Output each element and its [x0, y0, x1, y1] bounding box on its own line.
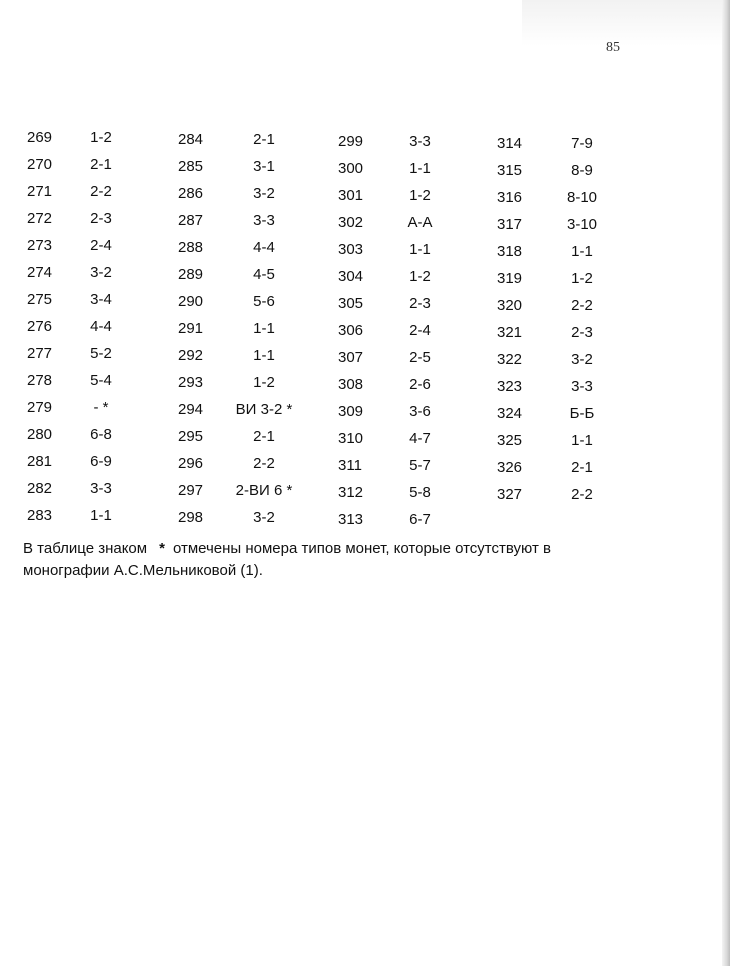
footnote: [23, 538, 623, 582]
table-row: [27, 344, 187, 371]
type-value: 4-5: [253, 266, 275, 283]
type-value: 2-3: [571, 324, 593, 341]
type-number: 273: [27, 237, 53, 254]
type-number: 287: [178, 212, 204, 229]
type-number: 320: [497, 297, 523, 314]
type-value: 1-1: [409, 160, 431, 177]
table-row: [178, 292, 338, 319]
table-row: [497, 215, 657, 242]
type-number: 292: [178, 347, 204, 364]
table-row: [497, 188, 657, 215]
type-value: 3-3: [571, 378, 593, 395]
table-row: [178, 373, 338, 400]
table-row: [497, 269, 657, 296]
type-number: 310: [338, 430, 364, 447]
table-row: [497, 377, 657, 404]
table-row: [497, 323, 657, 350]
table-row: [178, 454, 338, 481]
type-value: 3-2: [253, 185, 275, 202]
table-row: [178, 481, 338, 508]
table-row: [178, 130, 338, 157]
type-number: 299: [338, 133, 364, 150]
type-number: 271: [27, 183, 53, 200]
table-row: [27, 128, 187, 155]
type-value: 2-4: [409, 322, 431, 339]
type-value: 3-2: [253, 509, 275, 526]
table-row: [178, 319, 338, 346]
type-value: 2-3: [90, 210, 112, 227]
type-value: 3-6: [409, 403, 431, 420]
type-number: 321: [497, 324, 523, 341]
type-number: 305: [338, 295, 364, 312]
type-value: 1-1: [90, 507, 112, 524]
type-number: 303: [338, 241, 364, 258]
table-row: [178, 427, 338, 454]
table-row: [497, 458, 657, 485]
type-value: 3-3: [409, 133, 431, 150]
type-number: 288: [178, 239, 204, 256]
type-number: 296: [178, 455, 204, 472]
type-value: 1-2: [409, 268, 431, 285]
table-row: [178, 508, 338, 535]
type-value: 1-1: [571, 243, 593, 260]
type-number: 323: [497, 378, 523, 395]
type-value: 2-3: [409, 295, 431, 312]
table-row: [497, 404, 657, 431]
type-value: 1-1: [571, 432, 593, 449]
type-number: 278: [27, 372, 53, 389]
table-row: [27, 209, 187, 236]
type-number: 286: [178, 185, 204, 202]
type-number: 311: [338, 457, 362, 474]
table-row: [27, 371, 187, 398]
type-value: 2-ВИ 6 *: [235, 482, 293, 499]
type-number: 297: [178, 482, 204, 499]
type-value: 7-9: [571, 135, 593, 152]
type-number: 275: [27, 291, 53, 308]
type-value: 2-1: [253, 131, 275, 148]
type-value: 1-1: [253, 347, 275, 364]
type-value: 1-2: [253, 374, 275, 391]
table-column: [27, 128, 187, 533]
table-row: [178, 184, 338, 211]
table-row: [338, 132, 498, 159]
table-row: [178, 346, 338, 373]
table-row: [27, 479, 187, 506]
type-number: 280: [27, 426, 53, 443]
scan-shadow-top: [522, 0, 722, 46]
table-row: [27, 506, 187, 533]
type-number: 315: [497, 162, 523, 179]
type-number: 322: [497, 351, 523, 368]
type-number: 283: [27, 507, 53, 524]
type-number: 274: [27, 264, 53, 281]
table-row: [497, 296, 657, 323]
table-row: [338, 510, 498, 537]
table-row: [178, 238, 338, 265]
type-number: 302: [338, 214, 364, 231]
type-number: 304: [338, 268, 364, 285]
type-value: 8-10: [566, 189, 598, 206]
type-value: 5-8: [409, 484, 431, 501]
table-row: [27, 398, 187, 425]
table-row: [178, 400, 338, 427]
type-value: 1-2: [409, 187, 431, 204]
table-row: [338, 294, 498, 321]
table-column: [338, 132, 498, 537]
table-row: [178, 265, 338, 292]
table-row: [27, 452, 187, 479]
type-value: 2-2: [571, 486, 593, 503]
type-value: 2-1: [90, 156, 112, 173]
type-value: 3-3: [90, 480, 112, 497]
table-row: [497, 134, 657, 161]
type-value: 4-7: [409, 430, 431, 447]
type-number: 295: [178, 428, 204, 445]
type-value: 5-2: [90, 345, 112, 362]
type-value: 2-2: [253, 455, 275, 472]
type-number: 276: [27, 318, 53, 335]
footnote-prefix: В таблице знаком: [23, 540, 148, 557]
type-value: 3-3: [253, 212, 275, 229]
type-number: 319: [497, 270, 523, 287]
type-value: 2-6: [409, 376, 431, 393]
table-row: [338, 159, 498, 186]
table-row: [27, 236, 187, 263]
type-number: 317: [497, 216, 523, 233]
type-number: 284: [178, 131, 204, 148]
type-value: 5-6: [253, 293, 275, 310]
type-value: 1-2: [571, 270, 593, 287]
table-row: [338, 375, 498, 402]
table-row: [27, 425, 187, 452]
type-number: 285: [178, 158, 204, 175]
type-value: 2-4: [90, 237, 112, 254]
type-value: 2-5: [409, 349, 431, 366]
table-row: [338, 240, 498, 267]
table-row: [338, 483, 498, 510]
type-value: - *: [93, 399, 109, 416]
table-row: [497, 350, 657, 377]
table-row: [338, 267, 498, 294]
table-row: [497, 485, 657, 512]
table-row: [338, 321, 498, 348]
type-value: А-А: [407, 214, 433, 231]
footnote-text: отмечены номера типов монет, которые отсутствуют в монографии А.С.Мельниковой (1).: [23, 540, 551, 579]
type-number: 314: [497, 135, 523, 152]
type-value: 6-8: [90, 426, 112, 443]
type-value: 4-4: [90, 318, 112, 335]
table-row: [497, 161, 657, 188]
type-value: 2-2: [90, 183, 112, 200]
type-number: 324: [497, 405, 523, 422]
table-row: [27, 263, 187, 290]
type-value: 1-1: [409, 241, 431, 258]
type-number: 307: [338, 349, 364, 366]
type-number: 325: [497, 432, 523, 449]
table-row: [338, 348, 498, 375]
type-number: 300: [338, 160, 364, 177]
type-number: 279: [27, 399, 53, 416]
type-number: 313: [338, 511, 364, 528]
table-row: [338, 402, 498, 429]
table-column: [497, 134, 657, 512]
page-number: 85: [606, 40, 620, 55]
type-value: 2-1: [253, 428, 275, 445]
type-number: 293: [178, 374, 204, 391]
type-number: 294: [178, 401, 204, 418]
type-number: 326: [497, 459, 523, 476]
table-row: [27, 317, 187, 344]
table-row: [178, 157, 338, 184]
table-row: [338, 213, 498, 240]
type-number: 277: [27, 345, 53, 362]
type-value: 5-7: [409, 457, 431, 474]
table-column: [178, 130, 338, 535]
table-row: [338, 429, 498, 456]
type-value: 3-2: [90, 264, 112, 281]
type-number: 308: [338, 376, 364, 393]
type-number: 298: [178, 509, 204, 526]
type-value: 8-9: [571, 162, 593, 179]
type-value: 5-4: [90, 372, 112, 389]
table-row: [178, 211, 338, 238]
type-number: 327: [497, 486, 523, 503]
type-number: 272: [27, 210, 53, 227]
type-value: 3-1: [253, 158, 275, 175]
table-row: [27, 155, 187, 182]
type-number: 312: [338, 484, 364, 501]
scan-shadow-edge: [722, 0, 730, 966]
type-value: 4-4: [253, 239, 275, 256]
table-row: [27, 182, 187, 209]
type-value: 3-2: [571, 351, 593, 368]
type-number: 269: [27, 129, 53, 146]
type-number: 270: [27, 156, 53, 173]
type-value: 1-2: [90, 129, 112, 146]
type-value: 6-7: [409, 511, 431, 528]
type-number: 301: [338, 187, 364, 204]
table-row: [338, 456, 498, 483]
type-number: 316: [497, 189, 523, 206]
type-number: 318: [497, 243, 523, 260]
type-number: 306: [338, 322, 364, 339]
type-value: 1-1: [253, 320, 275, 337]
footnote-asterisk: *: [159, 540, 165, 557]
type-value: 2-1: [571, 459, 593, 476]
type-value: Б-Б: [569, 405, 595, 422]
type-number: 289: [178, 266, 204, 283]
table-row: [338, 186, 498, 213]
table-row: [497, 242, 657, 269]
type-value: 6-9: [90, 453, 112, 470]
type-number: 290: [178, 293, 204, 310]
type-value: 3-10: [566, 216, 598, 233]
type-number: 291: [178, 320, 204, 337]
table-row: [27, 290, 187, 317]
type-number: 282: [27, 480, 53, 497]
type-value: 3-4: [90, 291, 112, 308]
type-value: 2-2: [571, 297, 593, 314]
type-number: 309: [338, 403, 364, 420]
table-row: [497, 431, 657, 458]
type-number: 281: [27, 453, 53, 470]
type-value: ВИ 3-2 *: [235, 401, 293, 418]
